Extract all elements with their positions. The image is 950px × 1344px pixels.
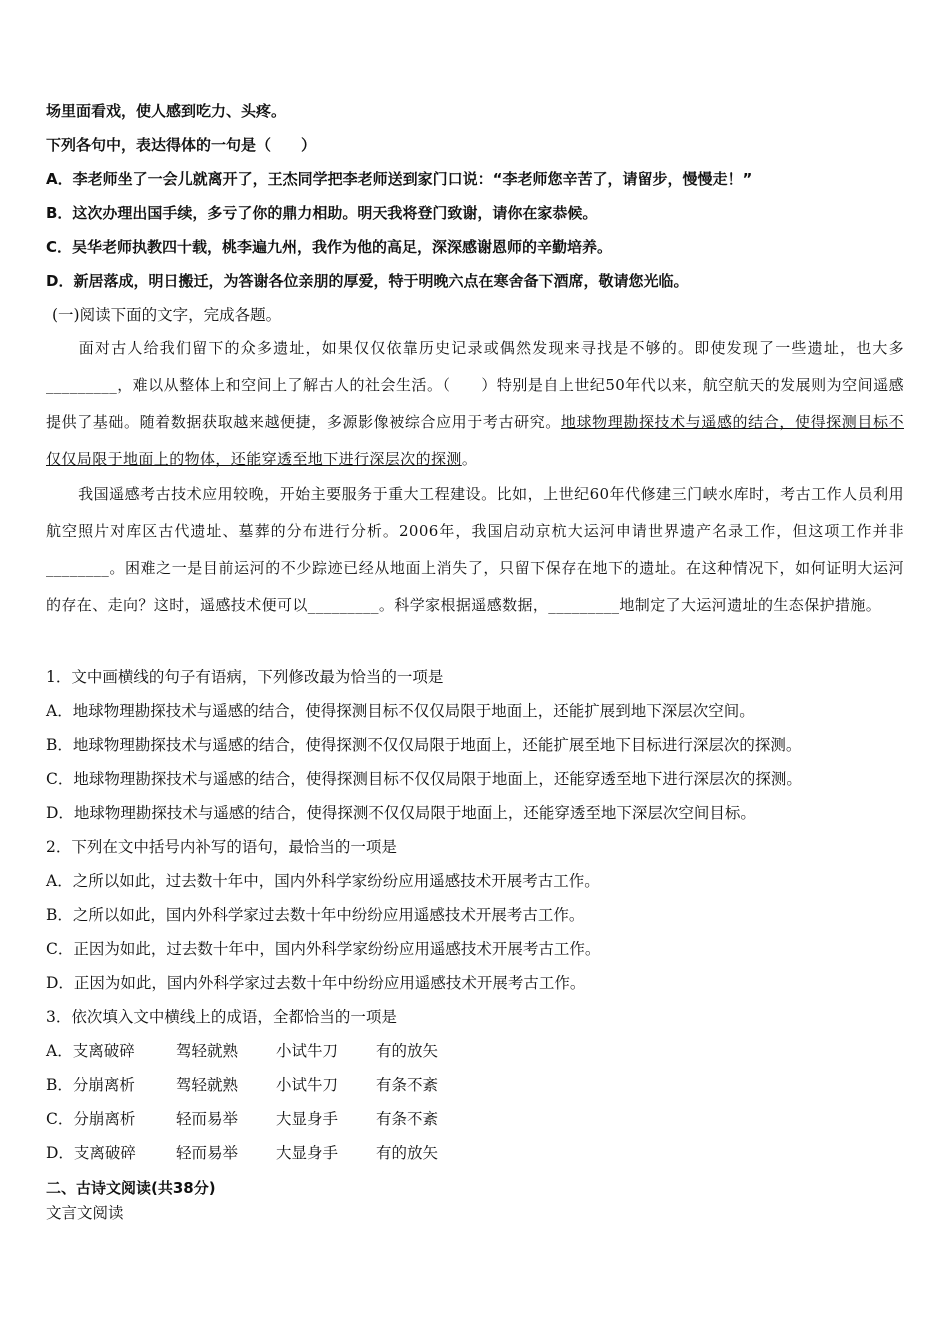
- section1-heading: (一)阅读下面的文字，完成各题。: [52, 306, 282, 324]
- q2-option-a: A．之所以如此，过去数十年中，国内外科学家纷纷应用遥感技术开展考古工作。: [46, 872, 600, 890]
- passage-p2-text: 我国遥感考古技术应用较晚，开始主要服务于重大工程建设。比如，上世纪60年代修建三门峡水库时，考古工作人员利用航空照片对库区古代遗址、墓葬的分布进行分析。2006年，我国启动京杭大运河申请世界遗产名录工作，但这项工作并非________。困难之一是目前运河的不少踪迹已经从地面上消失了，只留下保存在地下的遗址。在这种情况下，如何证明大运河的存在、走向？这时，遥感技术便可以_________。科学家根据遥感数据，_________地制定了大运河遗址的生态保护措施。: [46, 485, 904, 614]
- q2-option-d: D．正因为如此，国内外科学家过去数十年中纷纷应用遥感技术开展考古工作。: [46, 974, 586, 992]
- q3-a-word2: 驾轻就熟: [176, 1042, 239, 1060]
- q3-option-c: [46, 1109, 476, 1129]
- q3-b-word1: B．分崩离析: [46, 1076, 135, 1094]
- q3-a-word1: A．支离破碎: [46, 1042, 135, 1060]
- prev-option-b: B．这次办理出国手续，多亏了你的鼎力相助。明天我将登门致谢，请你在家恭候。: [46, 204, 598, 222]
- q1-option-b: B．地球物理勘探技术与遥感的结合，使得探测不仅仅局限于地面上，还能扩展至地下目标进行深层次的探测。: [46, 736, 802, 754]
- q3-c-word1: C．分崩离析: [46, 1110, 136, 1128]
- q3-b-word4: 有条不紊: [376, 1076, 439, 1094]
- section2-heading: 二、古诗文阅读(共38分): [46, 1179, 216, 1197]
- q2-stem: 2．下列在文中括号内补写的语句，最恰当的一项是: [46, 838, 397, 856]
- q3-d-word3: 大显身手: [276, 1144, 339, 1162]
- passage-p1-end: 。: [461, 450, 478, 468]
- q3-d-word1: D．支离破碎: [46, 1144, 136, 1162]
- q1-option-c: C．地球物理勘探技术与遥感的结合，使得探测目标不仅仅局限于地面上，还能穿透至地下进行深层次的探测。: [46, 770, 802, 788]
- q1-option-a: A．地球物理勘探技术与遥感的结合，使得探测目标不仅仅局限于地面上，还能扩展到地下深层次空间。: [46, 702, 755, 720]
- q3-b-word3: 小试牛刀: [276, 1076, 339, 1094]
- q3-b-word2: 驾轻就熟: [176, 1076, 239, 1094]
- passage-paragraph-2: [46, 476, 904, 624]
- prev-question-stem: 下列各句中，表达得体的一句是（ ）: [46, 136, 317, 154]
- prev-option-d: D．新居落成，明日搬迁，为答谢各位亲朋的厚爱，特于明晚六点在寒舍备下酒席，敬请您光临。: [46, 272, 689, 290]
- section2-subheading: 文言文阅读: [46, 1204, 124, 1222]
- q2-option-c: C．正因为如此，过去数十年中，国内外科学家纷纷应用遥感技术开展考古工作。: [46, 940, 601, 958]
- q1-option-d: D．地球物理勘探技术与遥感的结合，使得探测不仅仅局限于地面上，还能穿透至地下深层次空间目标。: [46, 804, 756, 822]
- q3-a-word4: 有的放矢: [376, 1042, 439, 1060]
- passage-p1-text: 面对古人给我们留下的众多遗址，如果仅仅依靠历史记录或偶然发现来寻找是不够的。即使发现了一些遗址，也大多_________，难以从整体上和空间上了解古人的社会生活。（ ）特别是自上世纪50年代以来，航空航天的发展则为空间遥感提供了基础。随着数据获取越来越便捷，多源影像被综合应用于考古研究。: [46, 339, 904, 431]
- q3-option-d: [46, 1143, 476, 1163]
- q3-d-word4: 有的放矢: [376, 1144, 439, 1162]
- q3-c-word4: 有条不紊: [376, 1110, 439, 1128]
- q3-stem: 3．依次填入文中横线上的成语，全都恰当的一项是: [46, 1008, 397, 1026]
- underlined-sentence: 地球物理勘探技术与遥感的结合，使得探测目标不仅仅局限于地面上的物体，还能穿透至地下进行深层次的探测: [46, 413, 904, 468]
- q3-c-word3: 大显身手: [276, 1110, 339, 1128]
- q2-option-b: B．之所以如此，国内外科学家过去数十年中纷纷应用遥感技术开展考古工作。: [46, 906, 585, 924]
- q3-c-word2: 轻而易举: [176, 1110, 239, 1128]
- prev-option-c: C．吴华老师执教四十载，桃李遍九州，我作为他的高足，深深感谢恩师的辛勤培养。: [46, 238, 613, 256]
- q1-stem: 1．文中画横线的句子有语病，下列修改最为恰当的一项是: [46, 668, 444, 686]
- q3-a-word3: 小试牛刀: [276, 1042, 339, 1060]
- q3-option-a: [46, 1041, 476, 1061]
- passage-paragraph-1: [46, 330, 904, 478]
- prev-option-a: A．李老师坐了一会儿就离开了，王杰同学把李老师送到家门口说：“李老师您辛苦了，请留步，慢慢走！”: [46, 170, 753, 188]
- q3-d-word2: 轻而易举: [176, 1144, 239, 1162]
- q3-option-b: [46, 1075, 476, 1095]
- prev-question-tail: 场里面看戏，使人感到吃力、头疼。: [46, 102, 287, 120]
